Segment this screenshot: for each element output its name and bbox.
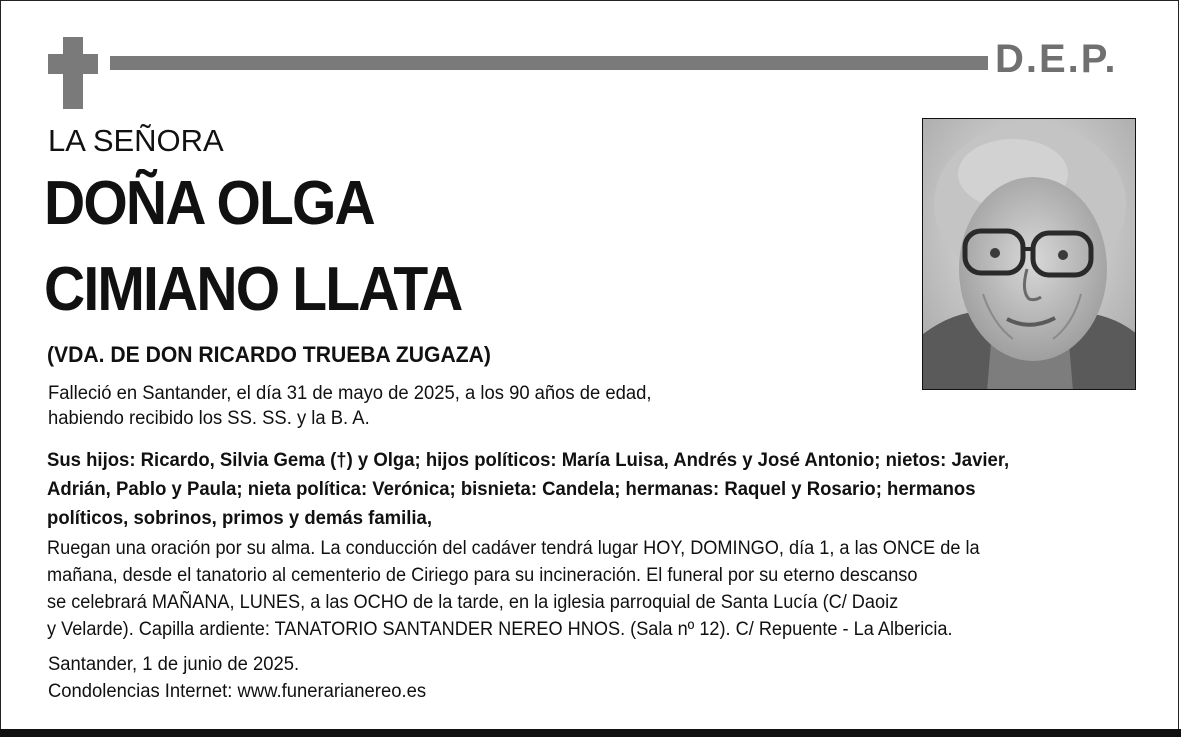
notice-line: y Velarde). Capilla ardiente: TANATORIO SANTANDER NEREO HNOS. (Sala nº 12). C/ Repuente - La Albericia. bbox=[47, 619, 953, 640]
notice-line: mañana, desde el tanatorio al cementerio de Ciriego para su incineración. El funeral por su eterno descanso bbox=[47, 565, 918, 586]
widow-of: (VDA. DE DON RICARDO TRUEBA ZUGAZA) bbox=[47, 342, 491, 367]
condolences-line: Condolencias Internet: www.funerarianereo.es bbox=[48, 681, 427, 702]
header-rule bbox=[110, 56, 988, 70]
cross-horizontal-bar bbox=[48, 54, 98, 74]
honorific: LA SEÑORA bbox=[48, 123, 224, 158]
bottom-rule bbox=[0, 729, 1181, 737]
portrait-photo bbox=[922, 118, 1136, 390]
portrait-illustration bbox=[923, 119, 1136, 390]
footer bbox=[48, 651, 426, 705]
funeral-notice bbox=[47, 535, 980, 643]
death-line: habiendo recibido los SS. SS. y la B. A. bbox=[48, 408, 370, 429]
death-details bbox=[48, 381, 652, 431]
family-line: Adrián, Pablo y Paula; nieta política: Verónica; bisnieta: Candela; hermanas: Raquel y Rosario; hermanos bbox=[47, 478, 976, 500]
family-line: Sus hijos: Ricardo, Silvia Gema (†) y Olga; hijos políticos: María Luisa, Andrés y José Antonio; nietos: Javier, bbox=[47, 449, 1010, 471]
deceased-name-line-1: DOÑA OLGA bbox=[44, 169, 374, 238]
notice-line: se celebrará MAÑANA, LUNES, a las OCHO de la tarde, en la iglesia parroquial de Santa Lucía (C/ Daoiz bbox=[47, 592, 899, 613]
family-line: políticos, sobrinos, primos y demás familia, bbox=[47, 507, 433, 529]
notice-line: Ruegan una oración por su alma. La conducción del cadáver tendrá lugar HOY, DOMINGO, día 1, a las ONCE de la bbox=[47, 538, 980, 559]
dep-label: D.E.P. bbox=[995, 37, 1118, 81]
deceased-name-line-2: CIMIANO LLATA bbox=[44, 255, 462, 324]
death-line: Falleció en Santander, el día 31 de mayo de 2025, a los 90 años de edad, bbox=[48, 383, 652, 404]
date-place: Santander, 1 de junio de 2025. bbox=[48, 654, 300, 675]
family-list bbox=[47, 446, 1098, 533]
